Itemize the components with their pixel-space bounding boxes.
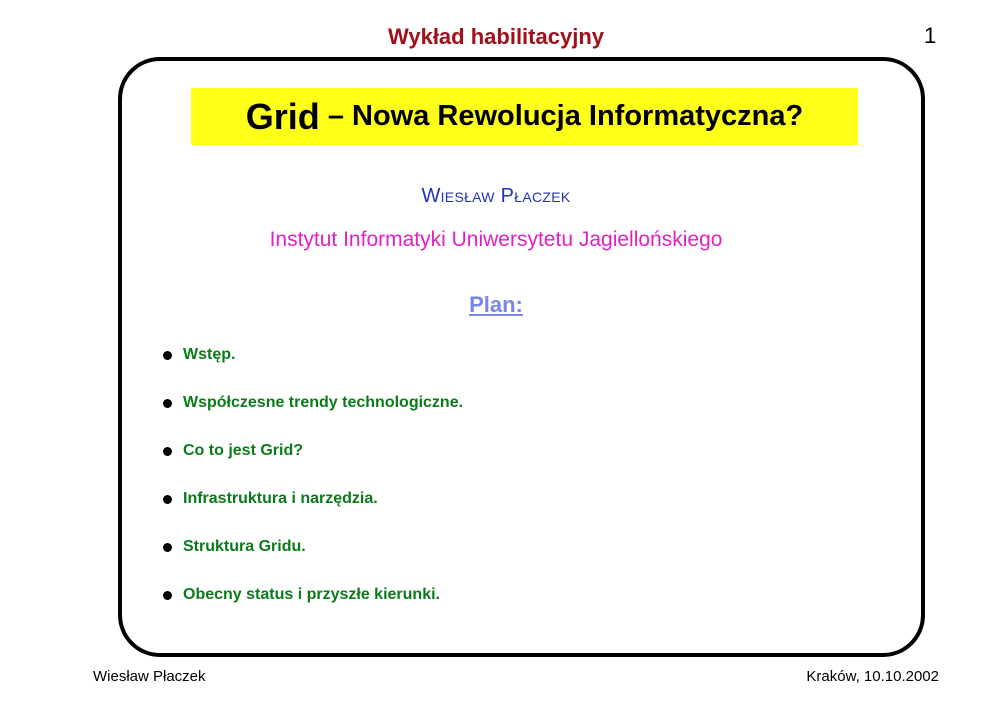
- slide-title-main: Grid: [245, 95, 320, 137]
- agenda-item: [163, 343, 463, 367]
- header-title: Wykład habilitacyjny: [387, 24, 604, 49]
- agenda-item: [163, 583, 463, 607]
- slide-title: [191, 88, 858, 145]
- bullet-icon: [163, 447, 172, 456]
- bullet-icon: [163, 351, 172, 360]
- footer-place-date: Kraków, 10.10.2002: [806, 668, 939, 685]
- bullet-icon: [163, 399, 172, 408]
- agenda-item-text: Współczesne trendy technologiczne.: [183, 394, 464, 411]
- agenda-item-text: Struktura Gridu.: [183, 538, 306, 555]
- author-name: Wiesław Płaczek: [421, 185, 571, 207]
- agenda-item: [163, 439, 463, 463]
- author-affiliation: Instytut Informatyki Uniwersytetu Jagiellońskiego: [269, 228, 723, 251]
- agenda-item: [163, 487, 463, 511]
- agenda-item-text: Wstęp.: [183, 346, 236, 363]
- bullet-icon: [163, 591, 172, 600]
- agenda-list: [163, 343, 463, 631]
- plan-heading: Plan:: [469, 292, 523, 317]
- bullet-icon: [163, 495, 172, 504]
- page-number: 1: [924, 23, 937, 48]
- agenda-item: [163, 535, 463, 559]
- agenda-item: [163, 391, 463, 415]
- slide-title-rest: – Nowa Rewolucja Informatyczna?: [319, 100, 804, 132]
- agenda-item-text: Infrastruktura i narzędzia.: [183, 490, 378, 507]
- agenda-item-text: Obecny status i przyszłe kierunki.: [183, 586, 440, 603]
- agenda-item-text: Co to jest Grid?: [183, 442, 303, 459]
- footer-author: Wiesław Płaczek: [93, 668, 206, 685]
- bullet-icon: [163, 543, 172, 552]
